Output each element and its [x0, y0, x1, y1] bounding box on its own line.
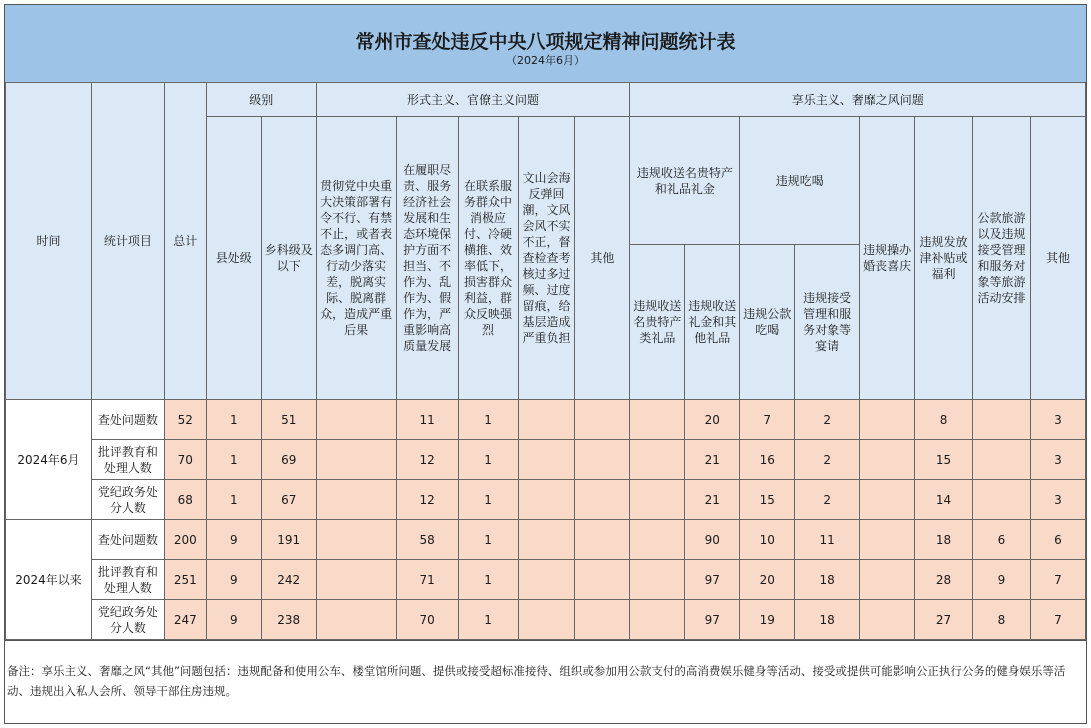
- cell-f2: 70: [396, 600, 458, 640]
- cell-f4: [518, 480, 575, 520]
- cell-f5: [575, 480, 630, 520]
- header-formalism-1: 贯彻党中央重大决策部署有令不行、有禁不止，或者表态多调门高、行动少落实差，脱离实际、脱离群众，造成严重后果: [316, 117, 396, 400]
- cell-township: 69: [261, 440, 316, 480]
- cell-f2: 58: [396, 520, 458, 560]
- cell-total: 200: [164, 520, 206, 560]
- cell-total: 251: [164, 560, 206, 600]
- cell-other: 3: [1030, 400, 1085, 440]
- cell-total: 247: [164, 600, 206, 640]
- cell-e1: 7: [740, 400, 795, 440]
- cell-travel: 9: [973, 560, 1031, 600]
- cell-f5: [575, 560, 630, 600]
- cell-g1: [630, 520, 685, 560]
- cell-township: 242: [261, 560, 316, 600]
- cell-g1: [630, 480, 685, 520]
- header-level: 级别: [206, 83, 316, 117]
- cell-county: 1: [206, 480, 261, 520]
- cell-f3: 1: [458, 520, 518, 560]
- cell-f4: [518, 560, 575, 600]
- cell-f2: 11: [396, 400, 458, 440]
- cell-g2: 90: [685, 520, 740, 560]
- cell-f1: [316, 400, 396, 440]
- header-eating: 违规吃喝: [740, 117, 860, 245]
- cell-total: 70: [164, 440, 206, 480]
- cell-e1: 15: [740, 480, 795, 520]
- cell-f1: [316, 520, 396, 560]
- cell-e2: 2: [795, 440, 860, 480]
- cell-other: 3: [1030, 440, 1085, 480]
- cell-allow: 15: [915, 440, 973, 480]
- cell-f3: 1: [458, 440, 518, 480]
- cell-f4: [518, 440, 575, 480]
- cell-wed: [860, 400, 915, 440]
- cell-g1: [630, 440, 685, 480]
- header-travel: 公款旅游以及违规接受管理和服务对象等旅游活动安排: [973, 117, 1031, 400]
- cell-f2: 12: [396, 440, 458, 480]
- header-time: 时间: [6, 83, 92, 400]
- cell-allow: 27: [915, 600, 973, 640]
- cell-f1: [316, 440, 396, 480]
- cell-township: 51: [261, 400, 316, 440]
- period-label: 2024年以来: [6, 520, 92, 640]
- cell-township: 238: [261, 600, 316, 640]
- cell-f5: [575, 520, 630, 560]
- cell-f4: [518, 520, 575, 560]
- cell-other: 7: [1030, 600, 1085, 640]
- table-subtitle: （2024年6月）: [506, 54, 585, 67]
- row-item: 党纪政务处分人数: [91, 600, 164, 640]
- row-item: 查处问题数: [91, 400, 164, 440]
- cell-f3: 1: [458, 400, 518, 440]
- header-gifts-money: 违规收送礼金和其他礼品: [685, 245, 740, 400]
- cell-township: 67: [261, 480, 316, 520]
- cell-county: 9: [206, 560, 261, 600]
- cell-county: 1: [206, 400, 261, 440]
- cell-township: 191: [261, 520, 316, 560]
- cell-e1: 16: [740, 440, 795, 480]
- cell-allow: 8: [915, 400, 973, 440]
- cell-other: 7: [1030, 560, 1085, 600]
- cell-e1: 10: [740, 520, 795, 560]
- cell-travel: [973, 440, 1031, 480]
- row-item: 党纪政务处分人数: [91, 480, 164, 520]
- cell-f3: 1: [458, 480, 518, 520]
- title-bar: [5, 5, 1086, 83]
- header-eating-banquet: 违规接受管理和服务对象等宴请: [795, 245, 860, 400]
- cell-wed: [860, 600, 915, 640]
- cell-travel: [973, 480, 1031, 520]
- cell-f4: [518, 400, 575, 440]
- cell-wed: [860, 560, 915, 600]
- cell-e2: 11: [795, 520, 860, 560]
- header-hedonism-other: 其他: [1030, 117, 1085, 400]
- cell-g1: [630, 400, 685, 440]
- footnote-text: 备注：享乐主义、奢靡之风“其他”问题包括：违规配备和使用公车、楼堂馆所问题、提供或接受超标准接待、组织或参加用公款支付的高消费娱乐健身等活动、接受或提供可能影响公正执行公务的健身娱乐等活动、违规出入私人会所、领导干部住房违规。: [7, 664, 1066, 698]
- cell-county: 9: [206, 600, 261, 640]
- cell-travel: 6: [973, 520, 1031, 560]
- cell-e2: 18: [795, 600, 860, 640]
- header-township: 乡科级及以下: [261, 117, 316, 400]
- cell-e1: 20: [740, 560, 795, 600]
- cell-f3: 1: [458, 600, 518, 640]
- cell-travel: [973, 400, 1031, 440]
- cell-f5: [575, 400, 630, 440]
- header-gifts: 违规收送名贵特产和礼品礼金: [630, 117, 740, 245]
- cell-travel: 8: [973, 600, 1031, 640]
- cell-f2: 12: [396, 480, 458, 520]
- header-county: 县处级: [206, 117, 261, 400]
- cell-e2: 2: [795, 400, 860, 440]
- cell-county: 1: [206, 440, 261, 480]
- header-hedonism: 享乐主义、奢靡之风问题: [630, 83, 1086, 117]
- cell-allow: 14: [915, 480, 973, 520]
- header-formalism: 形式主义、官僚主义问题: [316, 83, 630, 117]
- cell-f2: 71: [396, 560, 458, 600]
- cell-wed: [860, 520, 915, 560]
- header-formalism-3: 在联系服务群众中消极应付、冷硬横推、效率低下，损害群众利益，群众反映强烈: [458, 117, 518, 400]
- header-eating-public: 违规公款吃喝: [740, 245, 795, 400]
- footnote: [5, 640, 1086, 723]
- cell-g2: 21: [685, 440, 740, 480]
- cell-e2: 2: [795, 480, 860, 520]
- cell-other: 6: [1030, 520, 1085, 560]
- cell-allow: 28: [915, 560, 973, 600]
- cell-other: 3: [1030, 480, 1085, 520]
- header-weddings: 违规操办婚丧喜庆: [860, 117, 915, 400]
- cell-f4: [518, 600, 575, 640]
- table-title: 常州市查处违反中央八项规定精神问题统计表: [355, 31, 736, 53]
- cell-g1: [630, 600, 685, 640]
- cell-f1: [316, 560, 396, 600]
- cell-f1: [316, 600, 396, 640]
- row-item: 批评教育和处理人数: [91, 440, 164, 480]
- cell-g2: 21: [685, 480, 740, 520]
- row-item: 查处问题数: [91, 520, 164, 560]
- cell-total: 52: [164, 400, 206, 440]
- cell-wed: [860, 440, 915, 480]
- period-label: 2024年6月: [6, 400, 92, 520]
- header-formalism-2: 在履职尽责、服务经济社会发展和生态环境保护方面不担当、不作为、乱作为、假作为，严重影响高质量发展: [396, 117, 458, 400]
- cell-f5: [575, 600, 630, 640]
- statistics-sheet: [4, 4, 1087, 724]
- header-gifts-specialty: 违规收送名贵特产类礼品: [630, 245, 685, 400]
- cell-total: 68: [164, 480, 206, 520]
- cell-wed: [860, 480, 915, 520]
- cell-g2: 97: [685, 600, 740, 640]
- row-item: 批评教育和处理人数: [91, 560, 164, 600]
- cell-g2: 97: [685, 560, 740, 600]
- cell-f3: 1: [458, 560, 518, 600]
- cell-allow: 18: [915, 520, 973, 560]
- cell-g2: 20: [685, 400, 740, 440]
- header-formalism-4: 文山会海反弹回潮，文风会风不实不正，督查检查考核过多过频、过度留痕，给基层造成严重负担: [518, 117, 575, 400]
- cell-f1: [316, 480, 396, 520]
- cell-e2: 18: [795, 560, 860, 600]
- header-total: 总计: [164, 83, 206, 400]
- cell-e1: 19: [740, 600, 795, 640]
- header-allowances: 违规发放津补贴或福利: [915, 117, 973, 400]
- cell-g1: [630, 560, 685, 600]
- header-formalism-other: 其他: [575, 117, 630, 400]
- statistics-table: [5, 82, 1086, 640]
- cell-f5: [575, 440, 630, 480]
- cell-county: 9: [206, 520, 261, 560]
- header-item: 统计项目: [91, 83, 164, 400]
